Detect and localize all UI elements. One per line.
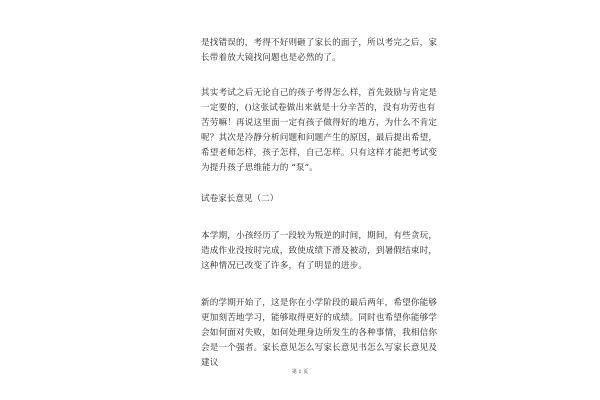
text-line: 苦劳嘛！再说这里面一定有孩子做得好的地方，为什么不肯定 bbox=[201, 118, 438, 128]
text-line: 本学期，小孩经历了一段较为叛逆的时间，期间，有些贪玩， bbox=[201, 231, 438, 241]
paragraph-3 bbox=[201, 229, 438, 274]
text-line: 为提升孩子思维能力的 “泵”。 bbox=[201, 163, 318, 173]
text-line: 更加刻苦地学习，能够取得更好的成绩。同时也希望你能够学 bbox=[201, 313, 438, 323]
text-line: 一定要的，()这张试卷做出来就是十分辛苦的，没有功劳也有 bbox=[201, 103, 436, 113]
text-line: 是找错误的，考得不好则砸了家长的面子，所以考完之后，家 bbox=[201, 38, 438, 48]
text-line: 希望老师怎样，孩子怎样，自己怎样。只有这样才能把考试变 bbox=[201, 148, 438, 158]
text-line: 长带着放大镜找问题也是必然的了。 bbox=[201, 53, 341, 63]
page-number: 第 1 页 bbox=[291, 369, 309, 375]
text-line: 会是一个强者。家长意见怎么写家长意见书怎么写家长意见及 bbox=[201, 343, 438, 353]
section-heading: 试卷家长意见（二） bbox=[201, 194, 279, 204]
text-line: 会如何面对失败，如何处理身边所发生的各种事情，我相信你 bbox=[201, 328, 438, 338]
text-line: 这种情况已改变了许多，有了明显的进步。 bbox=[201, 261, 368, 271]
text-line: 其实考试之后无论自己的孩子考得怎么样，首先鼓励与肯定是 bbox=[201, 88, 438, 98]
paragraph-4 bbox=[201, 296, 438, 371]
paragraph-1 bbox=[201, 36, 438, 66]
text-line: 造成作业没按时完成，致使成绩下滑及被动，到暑假结束时， bbox=[201, 246, 438, 256]
document-body bbox=[201, 36, 438, 371]
text-line: 呢？其次是冷静分析问题和问题产生的原因，最后提出希望， bbox=[201, 133, 438, 143]
text-line: 建议 bbox=[201, 358, 219, 368]
text-line: 新的学期开始了，这是你在小学阶段的最后两年，希望你能够 bbox=[201, 298, 438, 308]
paragraph-2 bbox=[201, 86, 438, 176]
